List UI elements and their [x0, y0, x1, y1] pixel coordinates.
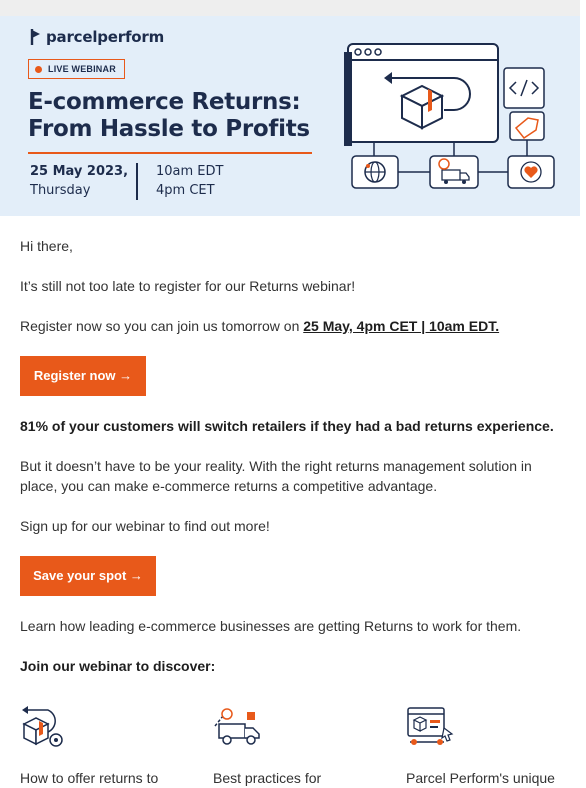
feature-item — [213, 704, 393, 786]
feature-label: Best practices for — [213, 770, 322, 786]
time-cet: 4pm CET — [156, 183, 215, 198]
feature-item — [20, 704, 200, 786]
brand-logo — [30, 28, 164, 46]
webinar-times — [156, 162, 223, 200]
signup-paragraph: Sign up for our webinar to find out more! — [20, 518, 270, 534]
brand-name: parcelperform — [46, 28, 165, 46]
register-paragraph — [20, 316, 565, 336]
register-text: Register now so you can join us tomorrow on — [20, 318, 304, 334]
live-dot-icon — [35, 66, 42, 73]
parcelperform-logo-icon — [30, 28, 42, 46]
learn-paragraph: Learn how leading e-commerce businesses are getting Returns to work for them. — [20, 618, 522, 634]
title-underline — [28, 152, 312, 154]
discover-heading: Join our webinar to discover: — [20, 658, 216, 674]
stat-paragraph: 81% of your customers will switch retailers if they had a bad returns experience. — [20, 418, 554, 434]
webinar-banner[interactable] — [0, 16, 580, 216]
feature-list — [20, 704, 580, 786]
webinar-title — [28, 89, 328, 143]
date-time-link[interactable]: 25 May, 4pm CET | 10am EDT. — [303, 318, 500, 334]
browser-cart-icon — [406, 704, 456, 750]
date-line-1: 25 May 2023, — [30, 164, 129, 179]
reality-paragraph: But it doesn’t have to be your reality. With the right returns management solution in place, you can make e-commerce returns a competitive advantage. — [20, 458, 532, 494]
intro-paragraph: It’s still not too late to register for our Returns webinar! — [20, 278, 356, 294]
returns-illustration-icon — [344, 40, 564, 200]
top-strip — [0, 0, 580, 16]
title-line-1: E-commerce Returns: — [28, 89, 301, 115]
feature-label: Parcel Perform's unique — [406, 770, 555, 786]
register-now-button[interactable]: Register now → — [20, 356, 146, 396]
save-your-spot-button[interactable]: Save your spot → — [20, 556, 156, 596]
time-edt: 10am EDT — [156, 164, 224, 179]
title-line-2: From Hassle to Profits — [28, 116, 310, 142]
greeting: Hi there, — [20, 238, 73, 254]
date-separator — [136, 163, 138, 200]
return-box-gear-icon — [20, 704, 68, 750]
date-line-2: Thursday — [30, 183, 91, 198]
feature-item — [406, 704, 586, 786]
feature-label: How to offer returns to — [20, 770, 159, 786]
webinar-date — [30, 162, 128, 200]
badge-label: LIVE WEBINAR — [48, 64, 116, 74]
delivery-truck-route-icon — [213, 704, 263, 750]
live-webinar-badge — [28, 59, 125, 79]
